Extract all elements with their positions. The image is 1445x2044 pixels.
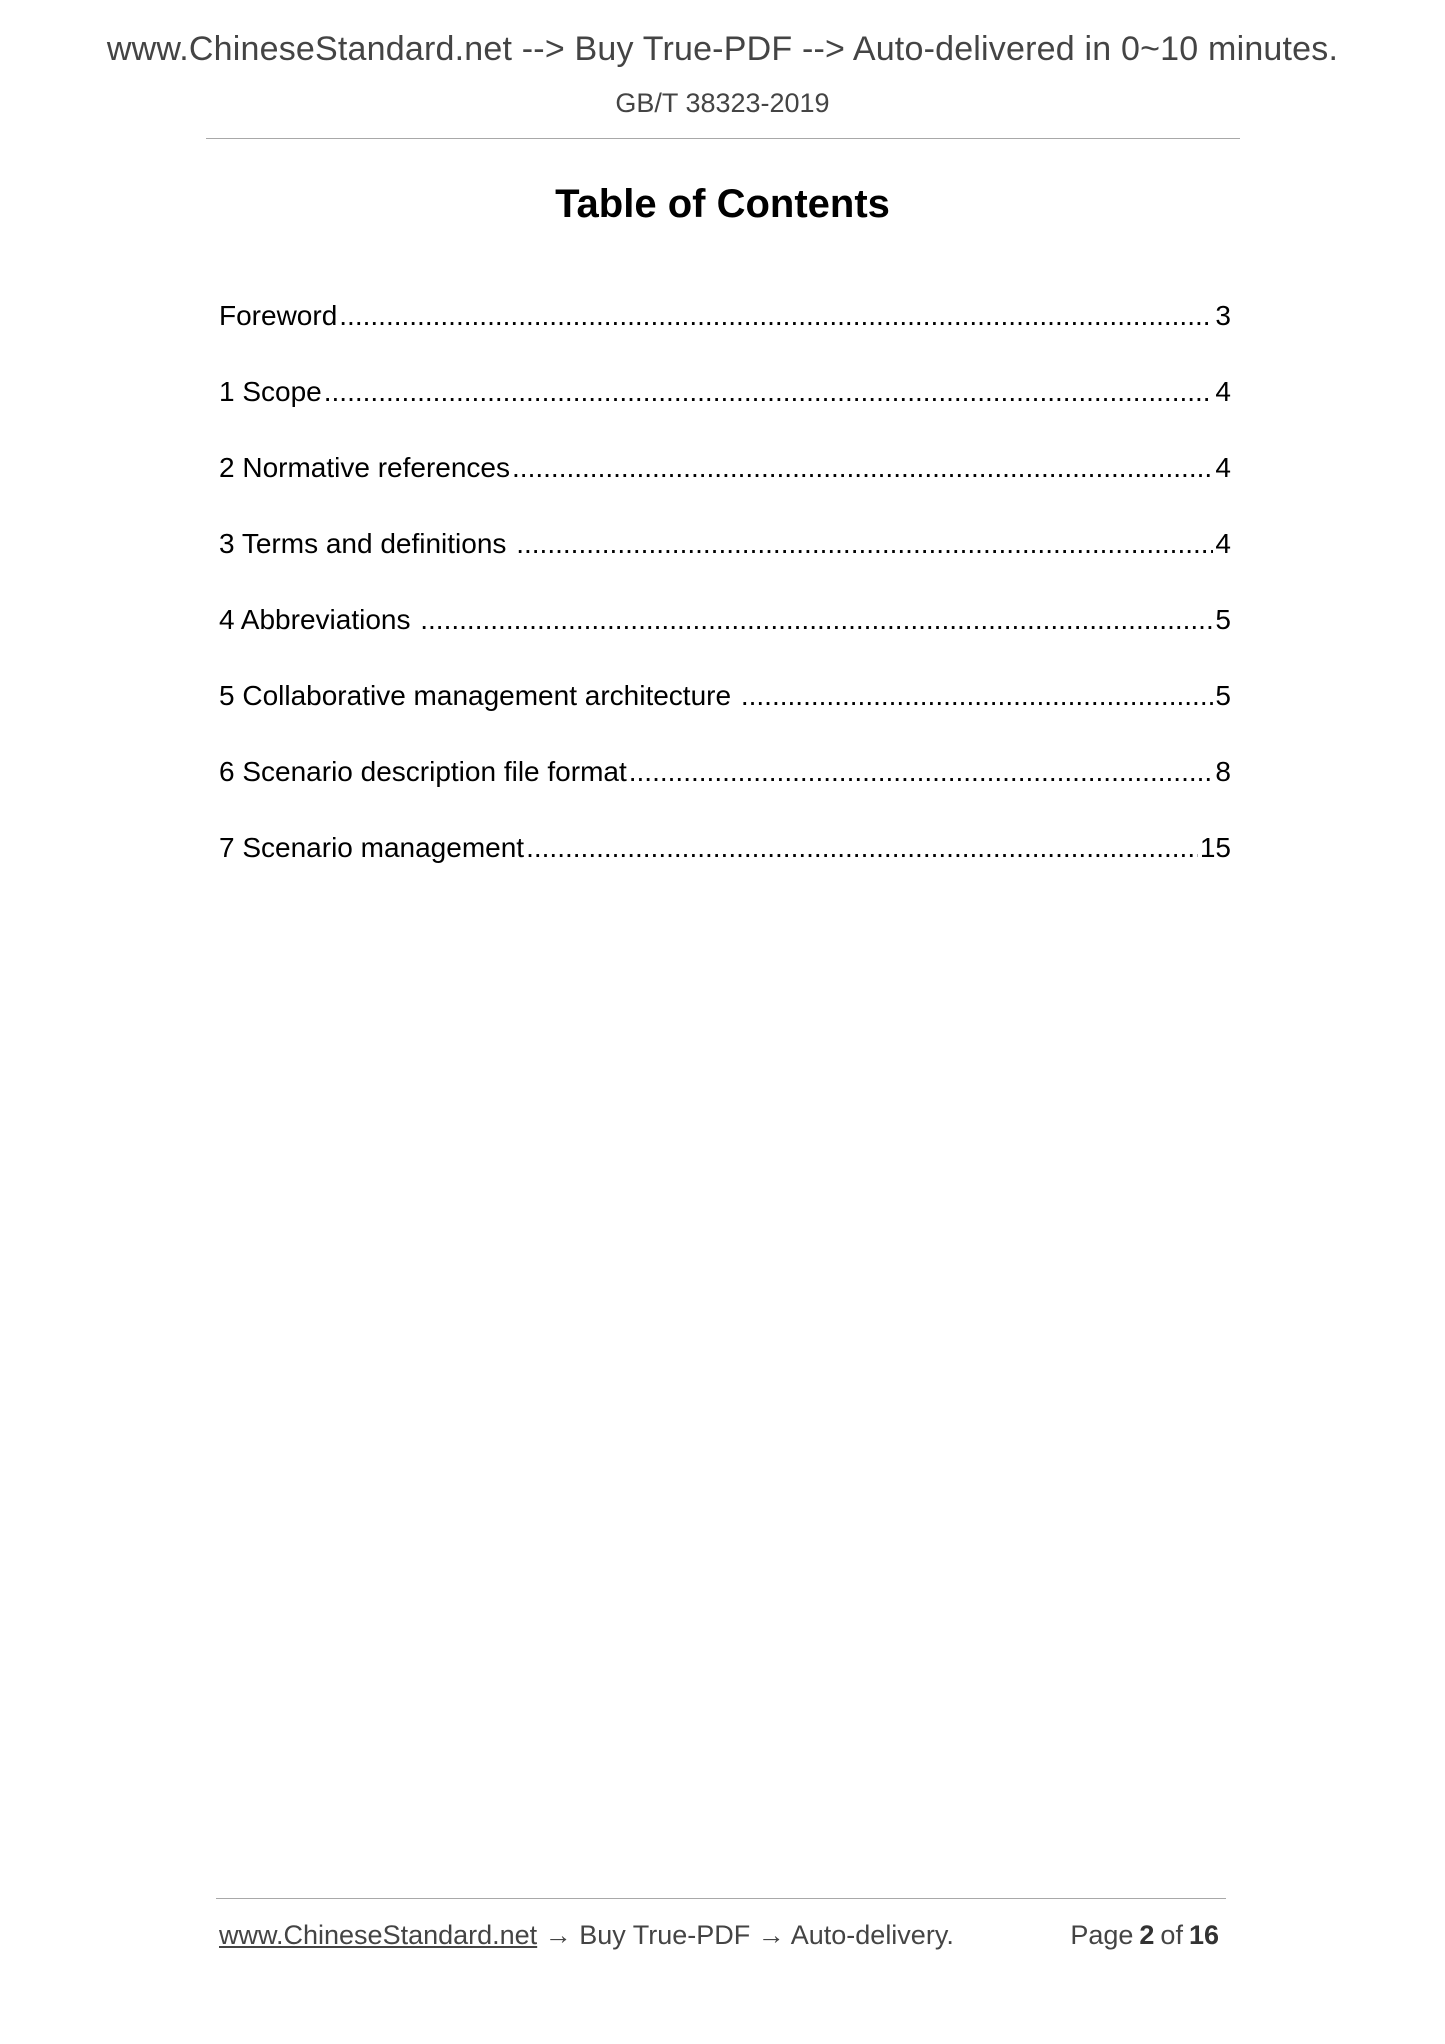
toc-entry-page: 5 bbox=[1215, 604, 1231, 635]
footer-promo bbox=[219, 1920, 954, 1951]
toc-entry-page: 3 bbox=[1215, 300, 1231, 331]
toc-entry-label: 4 Abbreviations bbox=[219, 604, 419, 635]
toc-entry-page: 8 bbox=[1215, 756, 1231, 787]
toc-entry-scenario-management[interactable] bbox=[219, 832, 1231, 908]
toc-entry-normative-references[interactable] bbox=[219, 452, 1231, 528]
table-of-contents bbox=[219, 300, 1231, 908]
toc-entry-label: 6 Scenario description file format bbox=[219, 756, 627, 787]
toc-entry-scenario-file-format[interactable] bbox=[219, 756, 1231, 832]
toc-entry-abbreviations[interactable] bbox=[219, 604, 1231, 680]
of-word: of bbox=[1160, 1920, 1183, 1950]
toc-dot-leader bbox=[512, 452, 1213, 484]
total-pages-number: 16 bbox=[1188, 1920, 1219, 1950]
footer-tagline: → Buy True-PDF → Auto-delivery. bbox=[537, 1920, 954, 1950]
toc-dot-leader bbox=[629, 756, 1214, 788]
toc-entry-scope[interactable] bbox=[219, 376, 1231, 452]
toc-entry-page: 5 bbox=[1215, 680, 1231, 711]
toc-entry-label: 1 Scope bbox=[219, 376, 322, 407]
header-divider bbox=[206, 138, 1240, 139]
site-link[interactable]: www.ChineseStandard.net bbox=[219, 1920, 538, 1950]
toc-entry-label: 5 Collaborative management architecture bbox=[219, 680, 739, 711]
document-code: GB/T 38323-2019 bbox=[615, 88, 830, 118]
toc-entry-page: 4 bbox=[1215, 452, 1231, 483]
toc-dot-leader bbox=[526, 832, 1198, 864]
toc-entry-label: 2 Normative references bbox=[219, 452, 511, 483]
toc-entry-page: 4 bbox=[1215, 376, 1231, 407]
toc-entry-label: 3 Terms and definitions bbox=[219, 528, 515, 559]
page-title: Table of Contents bbox=[555, 182, 890, 226]
toc-entry-page: 4 bbox=[1215, 528, 1231, 559]
toc-dot-leader bbox=[741, 680, 1214, 712]
toc-entry-foreword[interactable] bbox=[219, 300, 1231, 376]
toc-entry-terms-definitions[interactable] bbox=[219, 528, 1231, 604]
toc-entry-collaborative-management[interactable] bbox=[219, 680, 1231, 756]
toc-dot-leader bbox=[339, 300, 1213, 332]
toc-dot-leader bbox=[516, 528, 1213, 560]
page-indicator bbox=[1064, 1920, 1219, 1951]
toc-dot-leader bbox=[324, 376, 1214, 408]
toc-dot-leader bbox=[420, 604, 1213, 636]
top-banner: www.ChineseStandard.net --> Buy True-PDF --> Auto-delivered in 0~10 minutes. bbox=[106, 30, 1339, 68]
page-footer bbox=[219, 1920, 1219, 1951]
toc-entry-label: Foreword bbox=[219, 300, 338, 331]
toc-entry-label: 7 Scenario management bbox=[219, 832, 525, 863]
toc-entry-page: 15 bbox=[1199, 832, 1231, 863]
current-page-number: 2 bbox=[1139, 1920, 1155, 1950]
footer-divider bbox=[216, 1898, 1226, 1899]
page-word: Page bbox=[1070, 1920, 1134, 1950]
